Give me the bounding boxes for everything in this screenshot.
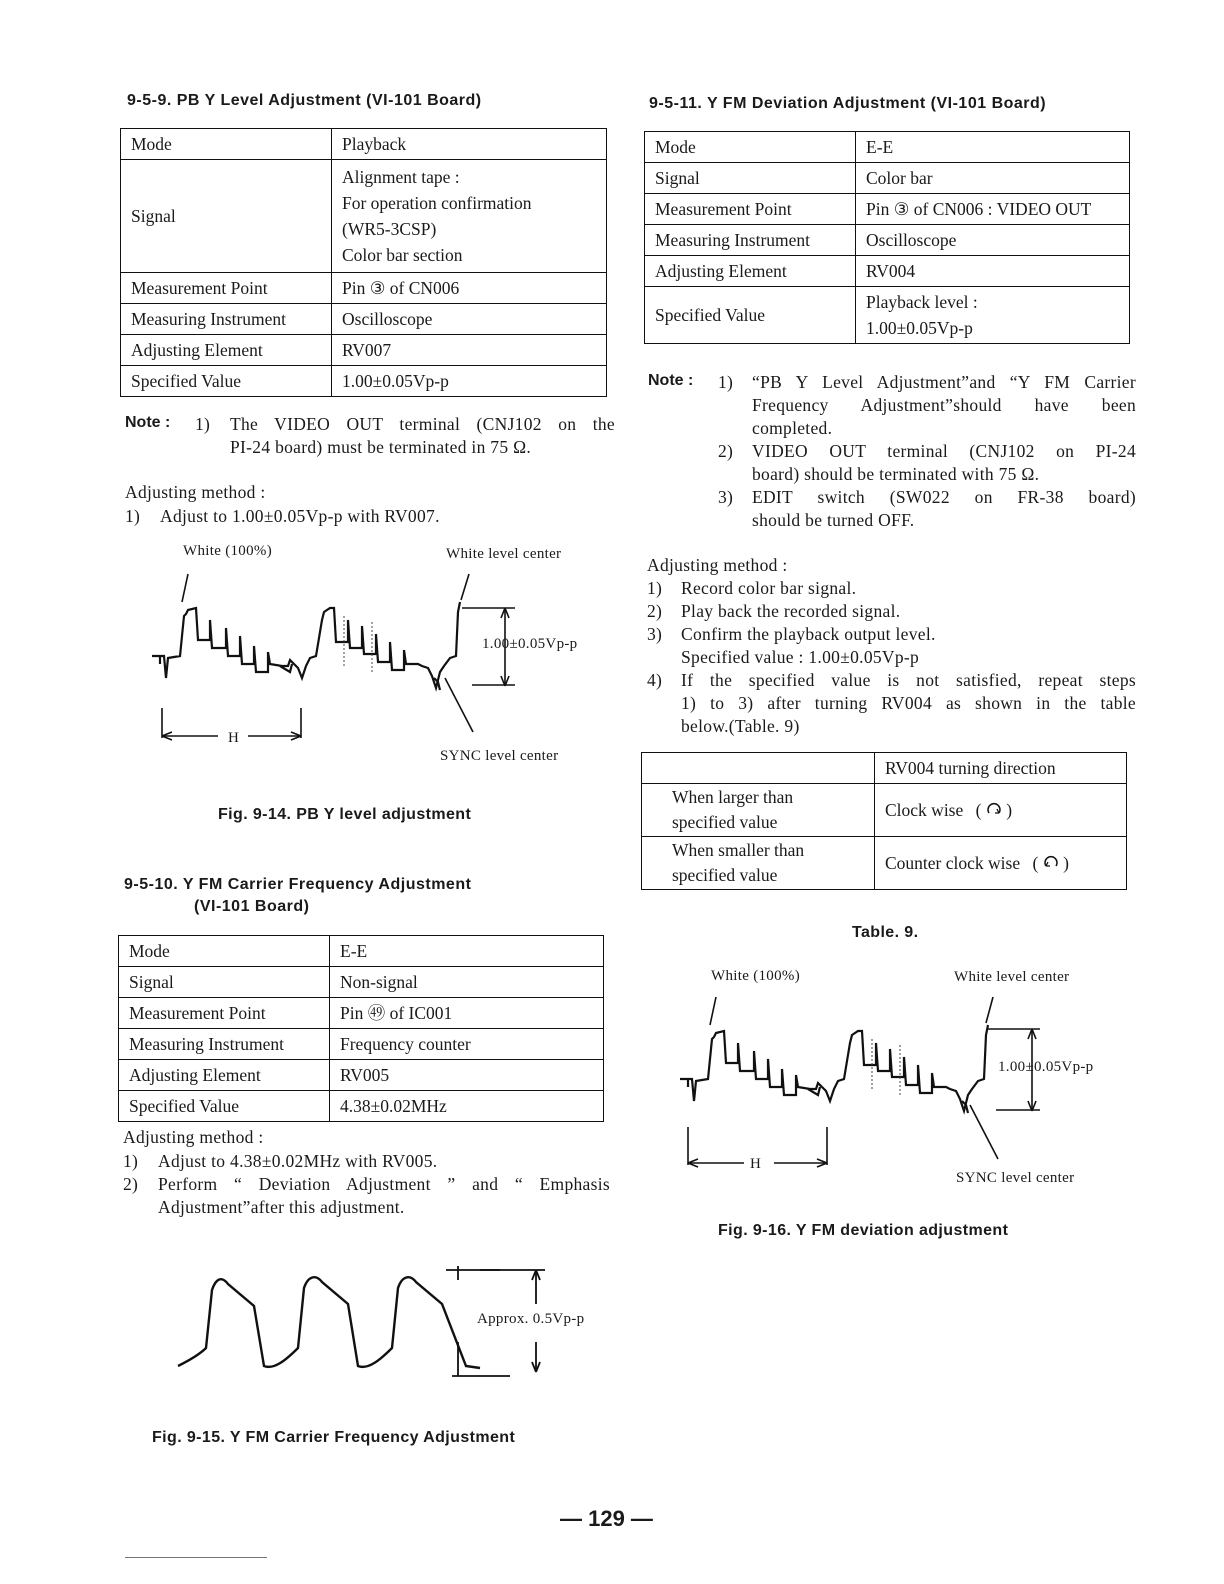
- condition-line: specified value: [672, 865, 778, 885]
- table-header: RV004 turning direction: [875, 753, 1127, 784]
- table-row: [121, 129, 607, 160]
- table-cell-key: Signal: [119, 967, 330, 998]
- table-row: [121, 304, 607, 335]
- spec-line: 1.00±0.05Vp-p: [866, 318, 973, 338]
- table-cell-value: Playback: [332, 129, 607, 160]
- table-cell-key: Measuring Instrument: [121, 304, 332, 335]
- fig-label-amplitude: 1.00±0.05Vp-p: [998, 1059, 1094, 1075]
- waveform-y-fm-deviation: [668, 983, 1068, 1173]
- table-row: [642, 837, 1127, 890]
- method-number: 1): [647, 578, 663, 598]
- table-cell-key: Specified Value: [119, 1091, 330, 1122]
- table-row: [119, 998, 604, 1029]
- method-title: Adjusting method :: [125, 482, 266, 502]
- table-cell-condition: [642, 784, 875, 837]
- counter-clockwise-icon: [1043, 855, 1059, 871]
- note-text: board) should be terminated with 75 Ω.: [752, 464, 1040, 484]
- table-row: [645, 287, 1130, 344]
- fig-label-sync-center: SYNC level center: [440, 748, 559, 764]
- method-number: 2): [647, 601, 663, 621]
- table-cell-value: Non-signal: [330, 967, 604, 998]
- fig-label-amplitude: 1.00±0.05Vp-p: [482, 636, 578, 652]
- method-text: If the specified value is not satisfied, repeat steps: [681, 670, 1136, 690]
- figure-caption: Fig. 9-16. Y FM deviation adjustment: [718, 1222, 1009, 1239]
- fig-label-white: White (100%): [711, 968, 800, 984]
- fig-label-sync-center: SYNC level center: [956, 1170, 1075, 1186]
- note-text: completed.: [752, 418, 833, 438]
- table-cell-key: Measurement Point: [119, 998, 330, 1029]
- section-heading-y-fm-deviation: 9-5-11. Y FM Deviation Adjustment (VI-101 Board): [649, 95, 1047, 112]
- note-number: 1): [718, 372, 734, 392]
- method-text: Specified value : 1.00±0.05Vp-p: [681, 647, 920, 667]
- method-text: 1) to 3) after turning RV004 as shown in the table: [681, 693, 1136, 713]
- section-heading-sub: (VI-101 Board): [194, 898, 310, 915]
- method-text: Adjustment”after this adjustment.: [158, 1197, 405, 1217]
- method-text: Confirm the playback output level.: [681, 624, 936, 644]
- table-cell-key: Specified Value: [645, 287, 856, 344]
- table-cell-key: Measurement Point: [121, 273, 332, 304]
- signal-line: Color bar section: [342, 245, 463, 265]
- table-cell-value: Pin ③ of CN006: [332, 273, 607, 304]
- table-cell-value: [856, 287, 1130, 344]
- table-cell-value: Color bar: [856, 163, 1130, 194]
- method-number: 1): [123, 1151, 139, 1171]
- page-number: — 129 —: [560, 1506, 653, 1531]
- note-label: Note :: [125, 414, 171, 431]
- table-cell-value: Oscilloscope: [332, 304, 607, 335]
- note-text: should be turned OFF.: [752, 510, 915, 530]
- direction-text: Clock wise: [885, 800, 964, 820]
- table-cell-value: RV005: [330, 1060, 604, 1091]
- condition-line: specified value: [672, 812, 778, 832]
- table-cell-key: Mode: [119, 936, 330, 967]
- table-cell-key: Adjusting Element: [121, 335, 332, 366]
- spec-table-y-fm-deviation: [644, 131, 1130, 344]
- condition-line: When smaller than: [672, 840, 805, 860]
- table-row: [121, 273, 607, 304]
- table-row: [119, 1029, 604, 1060]
- fig-label-h: H: [750, 1156, 762, 1172]
- method-text: Record color bar signal.: [681, 578, 857, 598]
- table-cell-value: RV007: [332, 335, 607, 366]
- signal-line: For operation confirmation: [342, 193, 532, 213]
- method-text: below.(Table. 9): [681, 716, 800, 736]
- section-heading-y-fm-carrier: 9-5-10. Y FM Carrier Frequency Adjustment: [124, 876, 472, 893]
- table-cell-key: Specified Value: [121, 366, 332, 397]
- spec-table-pb-y-level: [120, 128, 607, 397]
- table-cell-value: [332, 160, 607, 273]
- table-cell-key: Adjusting Element: [645, 256, 856, 287]
- table-9-turning-direction: [641, 752, 1127, 890]
- table-row: [642, 784, 1127, 837]
- fig-label-white: White (100%): [183, 543, 272, 559]
- table-row: [121, 366, 607, 397]
- table-row: [119, 936, 604, 967]
- note-label: Note :: [648, 372, 694, 389]
- method-number: 3): [647, 624, 663, 644]
- spec-line: Playback level :: [866, 292, 978, 312]
- fig-label-white-center: White level center: [446, 546, 562, 562]
- method-title: Adjusting method :: [647, 555, 788, 575]
- clockwise-icon: [986, 802, 1002, 818]
- method-title: Adjusting method :: [123, 1127, 264, 1147]
- table-row: [121, 160, 607, 273]
- method-number: 2): [123, 1174, 139, 1194]
- table-cell-value: RV004: [856, 256, 1130, 287]
- table-row: [119, 1091, 604, 1122]
- table-cell-key: Adjusting Element: [119, 1060, 330, 1091]
- condition-line: When larger than: [672, 787, 794, 807]
- table-cell-key: Measuring Instrument: [645, 225, 856, 256]
- note-text: PI-24 board) must be terminated in 75 Ω.: [230, 437, 532, 457]
- bottom-rule: [125, 1557, 267, 1558]
- note-number: 2): [718, 441, 734, 461]
- table-cell-key: Measurement Point: [645, 194, 856, 225]
- spec-table-y-fm-carrier: [118, 935, 604, 1122]
- method-text: Adjust to 4.38±0.02MHz with RV005.: [158, 1151, 438, 1171]
- note-text: “PB Y Level Adjustment”and “Y FM Carrier: [752, 372, 1136, 392]
- figure-caption: Fig. 9-14. PB Y level adjustment: [218, 806, 472, 823]
- waveform-pb-y-level: [140, 560, 540, 750]
- method-number: 4): [647, 670, 663, 690]
- signal-line: Alignment tape :: [342, 167, 460, 187]
- table-cell-value: 4.38±0.02MHz: [330, 1091, 604, 1122]
- table-cell-key: Measuring Instrument: [119, 1029, 330, 1060]
- table-cell-key: Mode: [645, 132, 856, 163]
- signal-line: (WR5-3CSP): [342, 219, 437, 239]
- table-cell-value: Frequency counter: [330, 1029, 604, 1060]
- method-text: Adjust to 1.00±0.05Vp-p with RV007.: [160, 506, 440, 526]
- table-cell-value: Pin ㊾ of IC001: [330, 998, 604, 1029]
- note-number: 1): [195, 414, 211, 434]
- table-row: [642, 753, 1127, 784]
- table-row: [645, 132, 1130, 163]
- note-text: VIDEO OUT terminal (CNJ102 on PI-24: [752, 441, 1136, 461]
- method-text: Perform “ Deviation Adjustment ” and “ Emphasis: [158, 1174, 610, 1194]
- table-row: [121, 335, 607, 366]
- table-row: [645, 225, 1130, 256]
- table-cell-key: Signal: [645, 163, 856, 194]
- method-text: Play back the recorded signal.: [681, 601, 901, 621]
- section-heading-pb-y-level: 9-5-9. PB Y Level Adjustment (VI-101 Board): [127, 92, 482, 109]
- note-text: Frequency Adjustment”should have been: [752, 395, 1136, 415]
- note-text: The VIDEO OUT terminal (CNJ102 on the: [230, 414, 615, 434]
- note-number: 3): [718, 487, 734, 507]
- table-caption: Table. 9.: [852, 924, 919, 941]
- fig-label-h: H: [228, 730, 240, 746]
- table-cell-value: 1.00±0.05Vp-p: [332, 366, 607, 397]
- table-row: [119, 1060, 604, 1091]
- table-row: [645, 256, 1130, 287]
- table-row: [645, 194, 1130, 225]
- table-row: [645, 163, 1130, 194]
- table-cell-value: E-E: [856, 132, 1130, 163]
- direction-text: Counter clock wise: [885, 853, 1021, 873]
- table-row: [119, 967, 604, 998]
- table-cell-value: Oscilloscope: [856, 225, 1130, 256]
- table-cell-direction: Counter clock wise ( ): [875, 837, 1127, 890]
- table-cell-key: Mode: [121, 129, 332, 160]
- note-text: EDIT switch (SW022 on FR-38 board): [752, 487, 1136, 507]
- table-cell-condition: [642, 837, 875, 890]
- fig-label-amplitude: Approx. 0.5Vp-p: [477, 1311, 585, 1327]
- fig-label-white-center: White level center: [954, 969, 1070, 985]
- table-cell-empty: [642, 753, 875, 784]
- table-cell-value: E-E: [330, 936, 604, 967]
- method-number: 1): [125, 506, 141, 526]
- figure-caption: Fig. 9-15. Y FM Carrier Frequency Adjustment: [152, 1429, 516, 1446]
- table-cell-value: Pin ③ of CN006 : VIDEO OUT: [856, 194, 1130, 225]
- table-cell-key: Signal: [121, 160, 332, 273]
- table-cell-direction: Clock wise ( ): [875, 784, 1127, 837]
